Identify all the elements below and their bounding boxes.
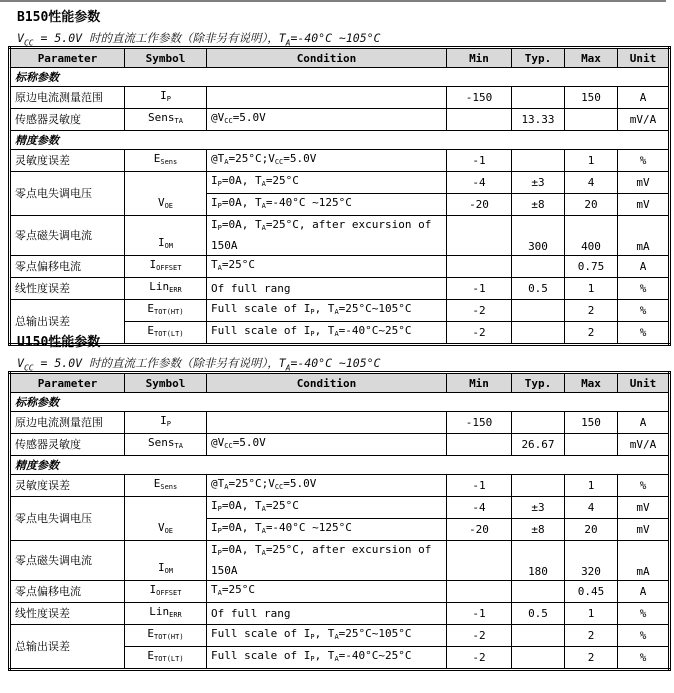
symbol: $E_{TOT(HT)}$ [125,625,207,647]
typ-value [512,322,565,345]
table-row [10,625,670,647]
table-row [10,412,670,434]
symbol: $E_{Sens}$ [125,475,207,497]
condition: $I_P=0A$, $T_A=-40^\circ C$ ~125°C [207,519,447,541]
param-name: 原边电流测量范围 [10,412,125,434]
table-row [10,581,670,603]
condition [207,412,447,434]
param-name: 灵敏度误差 [10,150,125,172]
typ-value: ±8 [512,194,565,216]
min-value: -1 [447,603,512,625]
condition [207,87,447,109]
unit: mV [618,519,670,541]
param-name: 线性度误差 [10,278,125,300]
typ-value: 300 [512,216,565,256]
max-value: 2 [565,647,618,670]
table-row [10,603,670,625]
condition: $@T_A=25^\circ C;V_{CC}=5.0V$ [207,475,447,497]
unit: A [618,256,670,278]
min-value: -2 [447,300,512,322]
unit: % [618,322,670,345]
max-value: 20 [565,194,618,216]
symbol: Lin$_{ERR}$ [125,278,207,300]
param-name: 零点偏移电流 [10,256,125,278]
unit: % [618,647,670,670]
header-row [10,48,670,68]
header-condition: Condition [207,373,447,393]
table-row [10,216,670,256]
table-row [10,172,670,194]
condition: Of full rang [207,278,447,300]
typ-value [512,625,565,647]
header-max: Max [565,48,618,68]
group-row-nominal [10,393,670,412]
group-label: 标称参数 [10,393,670,412]
section-title: B150性能参数 [17,10,101,25]
condition: $@V_{CC}=5.0V$ [207,109,447,131]
condition: $I_P=0A$, $T_A=25^\circ C$, after excursion of 150A [207,541,447,581]
typ-value: 26.67 [512,434,565,456]
param-name: 零点偏移电流 [10,581,125,603]
param-name: 线性度误差 [10,603,125,625]
header-typ: Typ. [512,48,565,68]
min-value: -1 [447,278,512,300]
param-name: 总输出误差 [10,625,125,670]
symbol: $E_{Sens}$ [125,150,207,172]
section-subtitle: $V_{CC} = 5.0V$ 时的直流工作参数（除非另有说明），$T_A=-40^\circ C$ ~105°C [17,356,381,373]
typ-value [512,87,565,109]
group-row-nominal [10,68,670,87]
unit: % [618,278,670,300]
header-parameter: Parameter [10,48,125,68]
condition: $@V_{CC}=5.0V$ [207,434,447,456]
typ-value: 13.33 [512,109,565,131]
unit: % [618,603,670,625]
symbol: Sens$_{TA}$ [125,109,207,131]
typ-value: ±3 [512,497,565,519]
symbol: $I_{OM}$ [125,216,207,256]
unit: mA [618,216,670,256]
max-value: 4 [565,497,618,519]
unit: A [618,87,670,109]
condition: $I_P=0A$, $T_A=25^\circ C$, after excursion of 150A [207,216,447,256]
max-value: 2 [565,300,618,322]
condition: Full scale of $I_P$, $T_A=25^\circ C\sim 105^\circ C$ [207,300,447,322]
min-value: -20 [447,194,512,216]
min-value [447,256,512,278]
symbol: $I_{OFFSET}$ [125,581,207,603]
group-label: 精度参数 [10,456,670,475]
table-row [10,109,670,131]
min-value [447,216,512,256]
table-row [10,87,670,109]
max-value: 1 [565,475,618,497]
condition: Full scale of $I_P$, $T_A=-40^\circ C\sim 25^\circ C$ [207,322,447,345]
param-name: 原边电流测量范围 [10,87,125,109]
symbol: $V_{OE}$ [125,172,207,216]
min-value [447,434,512,456]
header-max: Max [565,373,618,393]
typ-value [512,475,565,497]
group-label: 标称参数 [10,68,670,87]
min-value: -150 [447,412,512,434]
unit: mA [618,541,670,581]
max-value: 2 [565,322,618,345]
symbol: $I_P$ [125,412,207,434]
max-value: 1 [565,278,618,300]
unit: mV/A [618,109,670,131]
max-value: 20 [565,519,618,541]
group-label: 精度参数 [10,131,670,150]
unit: A [618,412,670,434]
max-value: 1 [565,603,618,625]
max-value: 150 [565,412,618,434]
header-typ: Typ. [512,373,565,393]
unit: % [618,625,670,647]
param-name: 零点电失调电压 [10,172,125,216]
spec-table [8,371,671,671]
unit: mV [618,497,670,519]
param-name: 零点磁失调电流 [10,216,125,256]
typ-value: ±3 [512,172,565,194]
symbol: $E_{TOT(HT)}$ [125,300,207,322]
symbol: $E_{TOT(LT)}$ [125,322,207,345]
group-row-accuracy [10,131,670,150]
unit: mV/A [618,434,670,456]
table-row [10,541,670,581]
min-value: -20 [447,519,512,541]
table-row [10,434,670,456]
symbol: Lin$_{ERR}$ [125,603,207,625]
max-value: 0.75 [565,256,618,278]
symbol: Sens$_{TA}$ [125,434,207,456]
typ-value [512,150,565,172]
max-value [565,434,618,456]
min-value [447,581,512,603]
typ-value [512,581,565,603]
symbol: $I_{OM}$ [125,541,207,581]
condition: $@T_A=25^\circ C;V_{CC}=5.0V$ [207,150,447,172]
table-row [10,300,670,322]
max-value [565,109,618,131]
header-min: Min [447,373,512,393]
header-row [10,373,670,393]
unit: A [618,581,670,603]
unit: % [618,150,670,172]
typ-value: 0.5 [512,603,565,625]
typ-value [512,300,565,322]
param-name: 总输出误差 [10,300,125,345]
condition: Of full rang [207,603,447,625]
table-row [10,150,670,172]
max-value: 1 [565,150,618,172]
condition: $I_P=0A$, $T_A=25^\circ C$ [207,172,447,194]
max-value: 4 [565,172,618,194]
max-value: 2 [565,625,618,647]
param-name: 灵敏度误差 [10,475,125,497]
header-unit: Unit [618,373,670,393]
condition: $I_P=0A$, $T_A=25^\circ C$ [207,497,447,519]
min-value: -4 [447,497,512,519]
table-row [10,278,670,300]
min-value: -1 [447,150,512,172]
table-row [10,475,670,497]
typ-value: 180 [512,541,565,581]
unit: % [618,300,670,322]
param-name: 传感器灵敏度 [10,434,125,456]
min-value: -2 [447,625,512,647]
typ-value [512,256,565,278]
typ-value: ±8 [512,519,565,541]
min-value: -2 [447,647,512,670]
condition: Full scale of $I_P$, $T_A=25^\circ C\sim 105^\circ C$ [207,625,447,647]
condition: $T_A=25^\circ C$ [207,581,447,603]
group-row-accuracy [10,456,670,475]
min-value: -2 [447,322,512,345]
symbol: $I_{OFFSET}$ [125,256,207,278]
header-parameter: Parameter [10,373,125,393]
condition: Full scale of $I_P$, $T_A=-40^\circ C\sim 25^\circ C$ [207,647,447,670]
min-value [447,541,512,581]
section-subtitle: $V_{CC} = 5.0V$ 时的直流工作参数（除非另有说明），$T_A=-40^\circ C$ ~105°C [17,31,381,48]
max-value: 0.45 [565,581,618,603]
min-value: -4 [447,172,512,194]
symbol: $E_{TOT(LT)}$ [125,647,207,670]
max-value: 400 [565,216,618,256]
unit: mV [618,172,670,194]
condition: $T_A=25^\circ C$ [207,256,447,278]
typ-value [512,412,565,434]
max-value: 150 [565,87,618,109]
max-value: 320 [565,541,618,581]
typ-value [512,647,565,670]
param-name: 零点电失调电压 [10,497,125,541]
condition: $I_P=0A$, $T_A=-40^\circ C$ ~125°C [207,194,447,216]
header-condition: Condition [207,48,447,68]
param-name: 零点磁失调电流 [10,541,125,581]
header-symbol: Symbol [125,373,207,393]
min-value: -150 [447,87,512,109]
min-value: -1 [447,475,512,497]
param-name: 传感器灵敏度 [10,109,125,131]
header-min: Min [447,48,512,68]
table-row [10,256,670,278]
header-symbol: Symbol [125,48,207,68]
unit: mV [618,194,670,216]
min-value [447,109,512,131]
spec-table [8,46,671,346]
section-title: U150性能参数 [17,335,101,350]
table-row [10,497,670,519]
top-rule [0,0,666,2]
symbol: $V_{OE}$ [125,497,207,541]
symbol: $I_P$ [125,87,207,109]
unit: % [618,475,670,497]
header-unit: Unit [618,48,670,68]
typ-value: 0.5 [512,278,565,300]
